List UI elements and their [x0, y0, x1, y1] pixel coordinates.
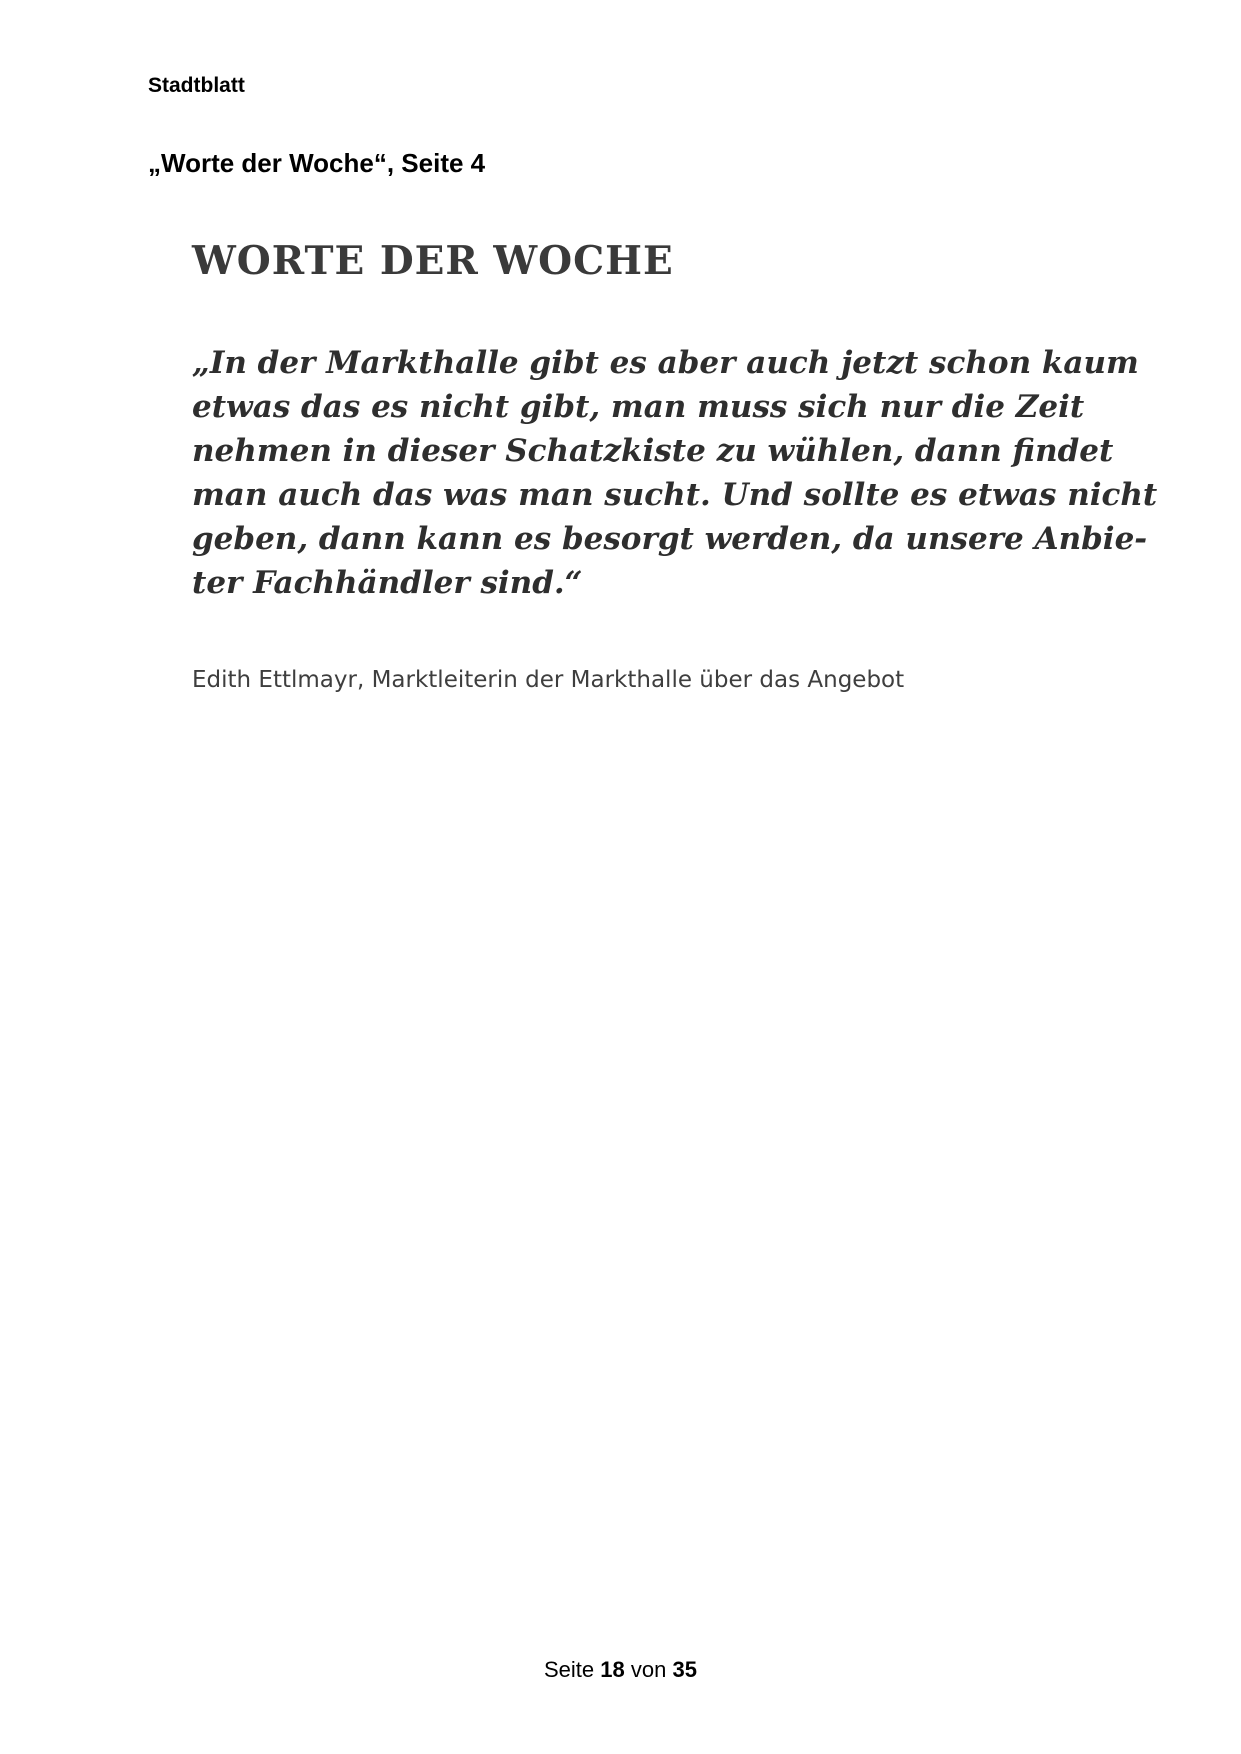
quote-attribution: Edith Ettlmayr, Marktleiterin der Markthalle über das Angebot: [192, 666, 905, 693]
quote-line: nehmen in dieser Schatzkiste zu wühlen, dann findet: [192, 432, 1114, 469]
quote-line: geben, dann kann es besorgt werden, da unsere Anbie-: [192, 520, 1148, 557]
publication-name: Stadtblatt: [148, 74, 245, 97]
clipping-heading: WORTE DER WOCHE: [192, 238, 674, 284]
total-page-count: 35: [672, 1657, 697, 1682]
footer-prefix: Seite: [544, 1657, 595, 1682]
quote-line: man auch das was man sucht. Und sollte es etwas nicht: [192, 476, 1158, 513]
quote-line: etwas das es nicht gibt, man muss sich nur die Zeit: [192, 388, 1085, 425]
current-page-number: 18: [600, 1657, 625, 1682]
page-footer: [0, 1657, 1241, 1683]
quote-line: „In der Markthalle gibt es aber auch jetzt schon kaum: [192, 344, 1139, 381]
quote-line: ter Fachhändler sind.“: [192, 564, 583, 601]
footer-separator: von: [630, 1657, 667, 1682]
section-title: „Worte der Woche“, Seite 4: [148, 148, 486, 178]
newspaper-clipping: [192, 238, 1158, 693]
clipping-quote: [192, 341, 1158, 605]
